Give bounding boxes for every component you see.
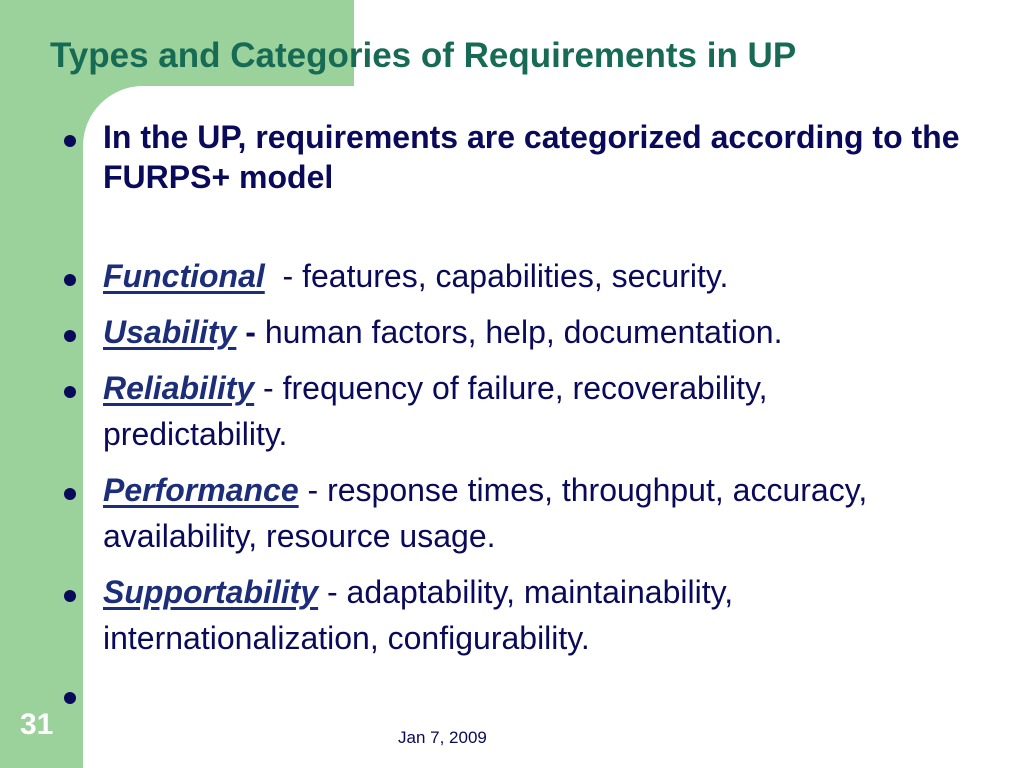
intro-text: In the UP, requirements are categorized according to the FURPS+ model <box>103 119 960 195</box>
slide-title: Types and Categories of Requirements in UP <box>50 36 797 75</box>
term-functional: Functional <box>103 258 265 294</box>
bullet-reliability <box>60 365 960 457</box>
description-usability: human factors, help, documentation. <box>264 314 783 350</box>
bullet-usability <box>60 309 960 355</box>
separator: - <box>254 370 283 406</box>
term-performance: Performance <box>103 472 299 508</box>
description-functional: features, capabilities, security. <box>302 258 729 294</box>
term-supportability: Supportability <box>103 574 319 610</box>
bullet-dot-icon <box>64 135 76 147</box>
bullet-dot-icon <box>64 590 76 602</box>
slide-number: 31 <box>20 708 54 741</box>
bullet-supportability <box>60 569 960 661</box>
bullet-dot-icon <box>64 488 76 500</box>
bullet-empty <box>60 671 960 711</box>
footer-date: Jan 7, 2009 <box>398 728 487 747</box>
bullet-intro <box>60 117 960 197</box>
description-performance: response times, throughput, accuracy, availability, resource usage. <box>103 472 868 554</box>
term-reliability: Reliability <box>103 370 255 406</box>
description-supportability: adaptability, maintainability, internationalization, configurability. <box>103 574 734 656</box>
bullet-functional <box>60 253 960 299</box>
separator: - <box>318 574 347 610</box>
separator: - <box>264 258 303 294</box>
separator: - <box>298 472 328 508</box>
bullet-dot-icon <box>64 330 76 342</box>
description-reliability: frequency of failure, recoverability, predictability. <box>103 370 768 452</box>
bullet-dot-icon <box>64 692 76 704</box>
bullet-dot-icon <box>64 386 76 398</box>
term-usability: Usability <box>103 314 237 350</box>
bullet-list <box>60 117 960 711</box>
bullet-dot-icon <box>64 274 76 286</box>
bullet-performance <box>60 467 960 559</box>
separator: - <box>236 314 265 350</box>
